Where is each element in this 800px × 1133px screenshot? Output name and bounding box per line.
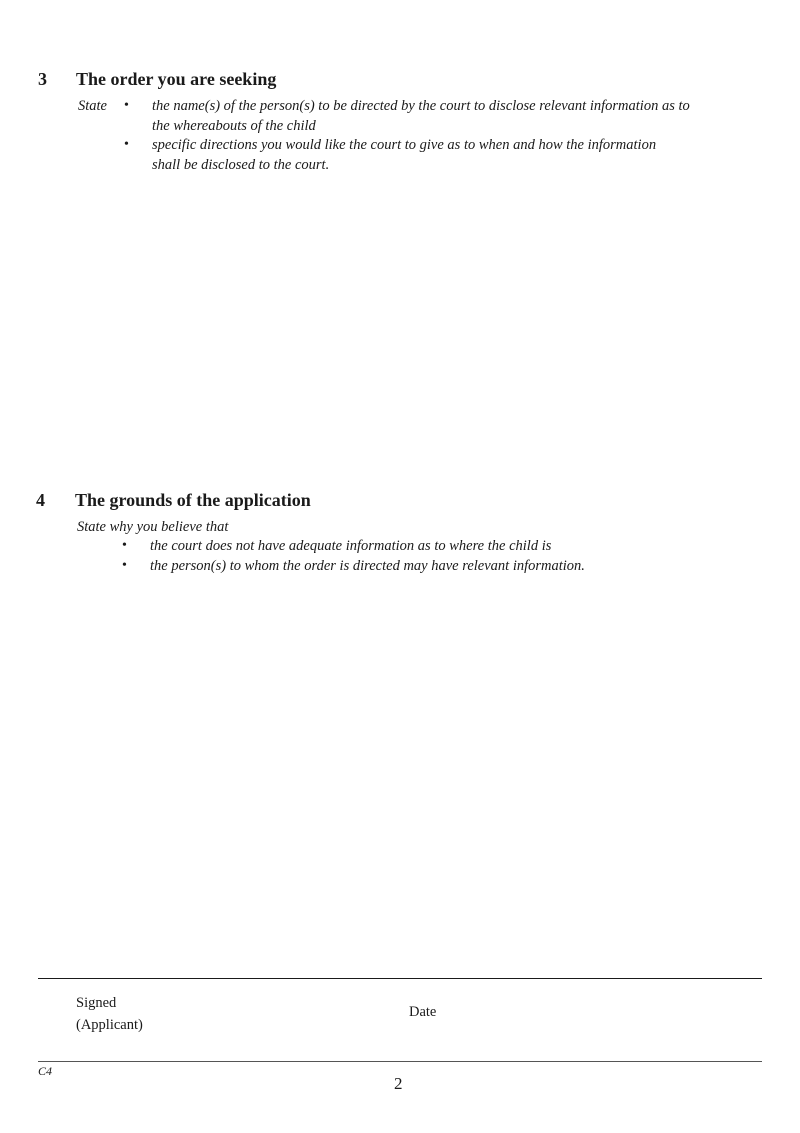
section-4-number: 4 xyxy=(36,490,45,510)
section-4-answer-area[interactable] xyxy=(38,585,762,970)
section-4-title: The grounds of the application xyxy=(75,490,311,510)
section-4-bullet-2-glyph: • xyxy=(122,558,127,573)
signed-label: Signed xyxy=(76,995,117,1011)
section-3-bullet-1-line-1: the name(s) of the person(s) to be directed by the court to disclose relevant information as to xyxy=(152,98,690,114)
section-4-bullet-1-glyph: • xyxy=(122,538,127,553)
section-4-bullet-2: the person(s) to whom the order is directed may have relevant information. xyxy=(150,558,585,574)
section-3-title: The order you are seeking xyxy=(76,69,277,89)
signature-top-rule xyxy=(38,978,762,979)
section-3-number: 3 xyxy=(38,69,47,89)
section-3-bullet-1-glyph: • xyxy=(124,98,129,113)
section-3-lead: State xyxy=(78,98,107,114)
signature-field[interactable] xyxy=(160,990,390,1036)
applicant-label: (Applicant) xyxy=(76,1017,143,1033)
section-3-bullet-2-glyph: • xyxy=(124,137,129,152)
section-4-bullet-1: the court does not have adequate information as to where the child is xyxy=(150,538,552,554)
section-3-bullet-2-line-2: shall be disclosed to the court. xyxy=(152,157,330,173)
form-code: C4 xyxy=(38,1064,53,1078)
section-4-lead: State why you believe that xyxy=(77,519,229,535)
date-field[interactable] xyxy=(450,995,750,1029)
section-3-bullet-2-line-1: specific directions you would like the court to give as to when and how the information xyxy=(152,137,657,153)
footer-rule xyxy=(38,1061,762,1062)
page-number: 2 xyxy=(394,1074,403,1093)
section-3-answer-area[interactable] xyxy=(38,180,762,480)
date-label: Date xyxy=(409,1004,437,1020)
section-3-bullet-1-line-2: the whereabouts of the child xyxy=(152,118,316,134)
